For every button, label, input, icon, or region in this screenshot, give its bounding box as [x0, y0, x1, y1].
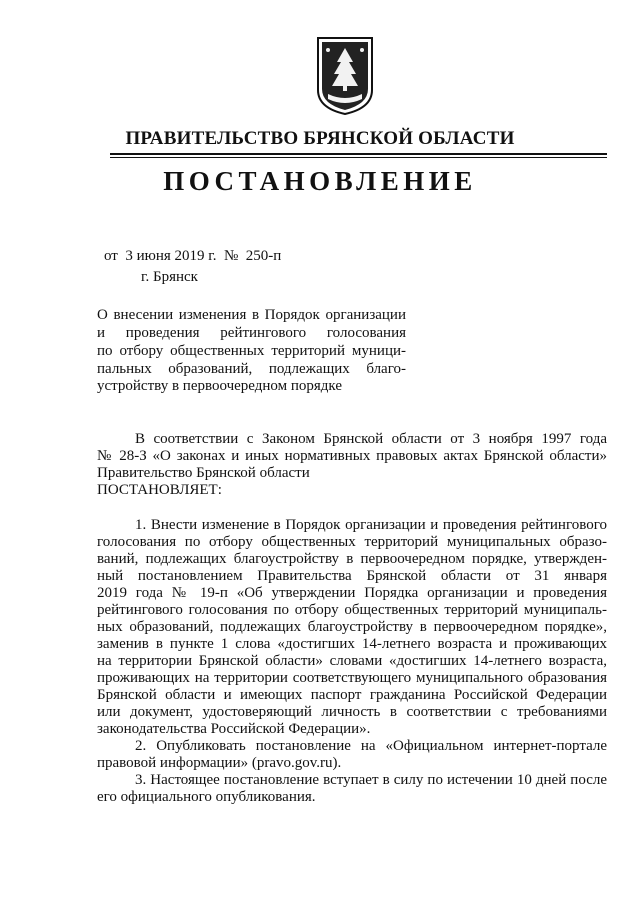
- item2-line: 2. Опубликовать постановление на «Официальном интернет-портале: [135, 738, 607, 754]
- item1-line: Брянской области и имеющих паспорт гражданина Российской Федерации: [97, 687, 607, 703]
- item2-line: правовой информации» (pravo.gov.ru).: [97, 755, 342, 771]
- item1-line: заменив в пункте 1 слова «достигших 14-летнего возраста и проживающих: [97, 636, 607, 652]
- subject-line: и проведения рейтингового голосования: [97, 325, 406, 341]
- header-rule: [110, 153, 607, 155]
- document-type-title: ПОСТАНОВЛЕНИЕ: [163, 166, 477, 196]
- preamble-line: В соответствии с Законом Брянской области от 3 ноября 1997 года: [135, 431, 607, 447]
- subject-line: по отбору общественных территорий муници-: [97, 343, 406, 359]
- item1-line: ваний, подлежащих благоустройству в первоочередном порядке, утвержден-: [97, 551, 607, 567]
- item1-line: 1. Внести изменение в Порядок организации и проведения рейтингового: [135, 517, 607, 533]
- item1-line: законодательства Российской Федерации».: [97, 721, 371, 737]
- decree-word: ПОСТАНОВЛЯЕТ:: [97, 482, 222, 498]
- item1-line: рейтингового голосования по отбору общественных территорий муниципаль-: [97, 602, 607, 618]
- preamble-line: № 28-З «О законах и иных нормативных правовых актах Брянской области»: [97, 448, 607, 464]
- coat-of-arms-icon: [316, 36, 374, 116]
- item1-line: 2019 года № 19-п «Об утверждении Порядка организации и проведения: [97, 585, 607, 601]
- city-line: г. Брянск: [141, 269, 198, 285]
- item1-line: или документ, удостоверяющий личность в соответствии с требованиями: [97, 704, 607, 720]
- preamble-line: Правительство Брянской области: [97, 465, 310, 481]
- item1-line: ный постановлением Правительства Брянской области от 31 января: [97, 568, 607, 584]
- item3-line: его официального опубликования.: [97, 789, 316, 805]
- item1-line: проживающих на территории соответствующего муниципального образования: [97, 670, 607, 686]
- item3-line: 3. Настоящее постановление вступает в силу по истечении 10 дней после: [135, 772, 607, 788]
- subject-line: О внесении изменения в Порядок организации: [97, 307, 406, 323]
- date-number-line: от 3 июня 2019 г. № 250-п: [104, 248, 282, 264]
- item1-line: ных образований, подлежащих благоустройству в первоочередном порядке»,: [97, 619, 607, 635]
- organization-name: ПРАВИТЕЛЬСТВО БРЯНСКОЙ ОБЛАСТИ: [125, 128, 515, 149]
- subject-line: устройству в первоочередном порядке: [97, 378, 342, 394]
- item1-line: голосования по отбору общественных территорий муниципальных образо-: [97, 534, 607, 550]
- subject-line: пальных образований, подлежащих благо-: [97, 361, 406, 377]
- item1-line: на территории Брянской области» словами «достигших 14-летнего возраста,: [97, 653, 607, 669]
- header-rule-thin: [110, 157, 607, 158]
